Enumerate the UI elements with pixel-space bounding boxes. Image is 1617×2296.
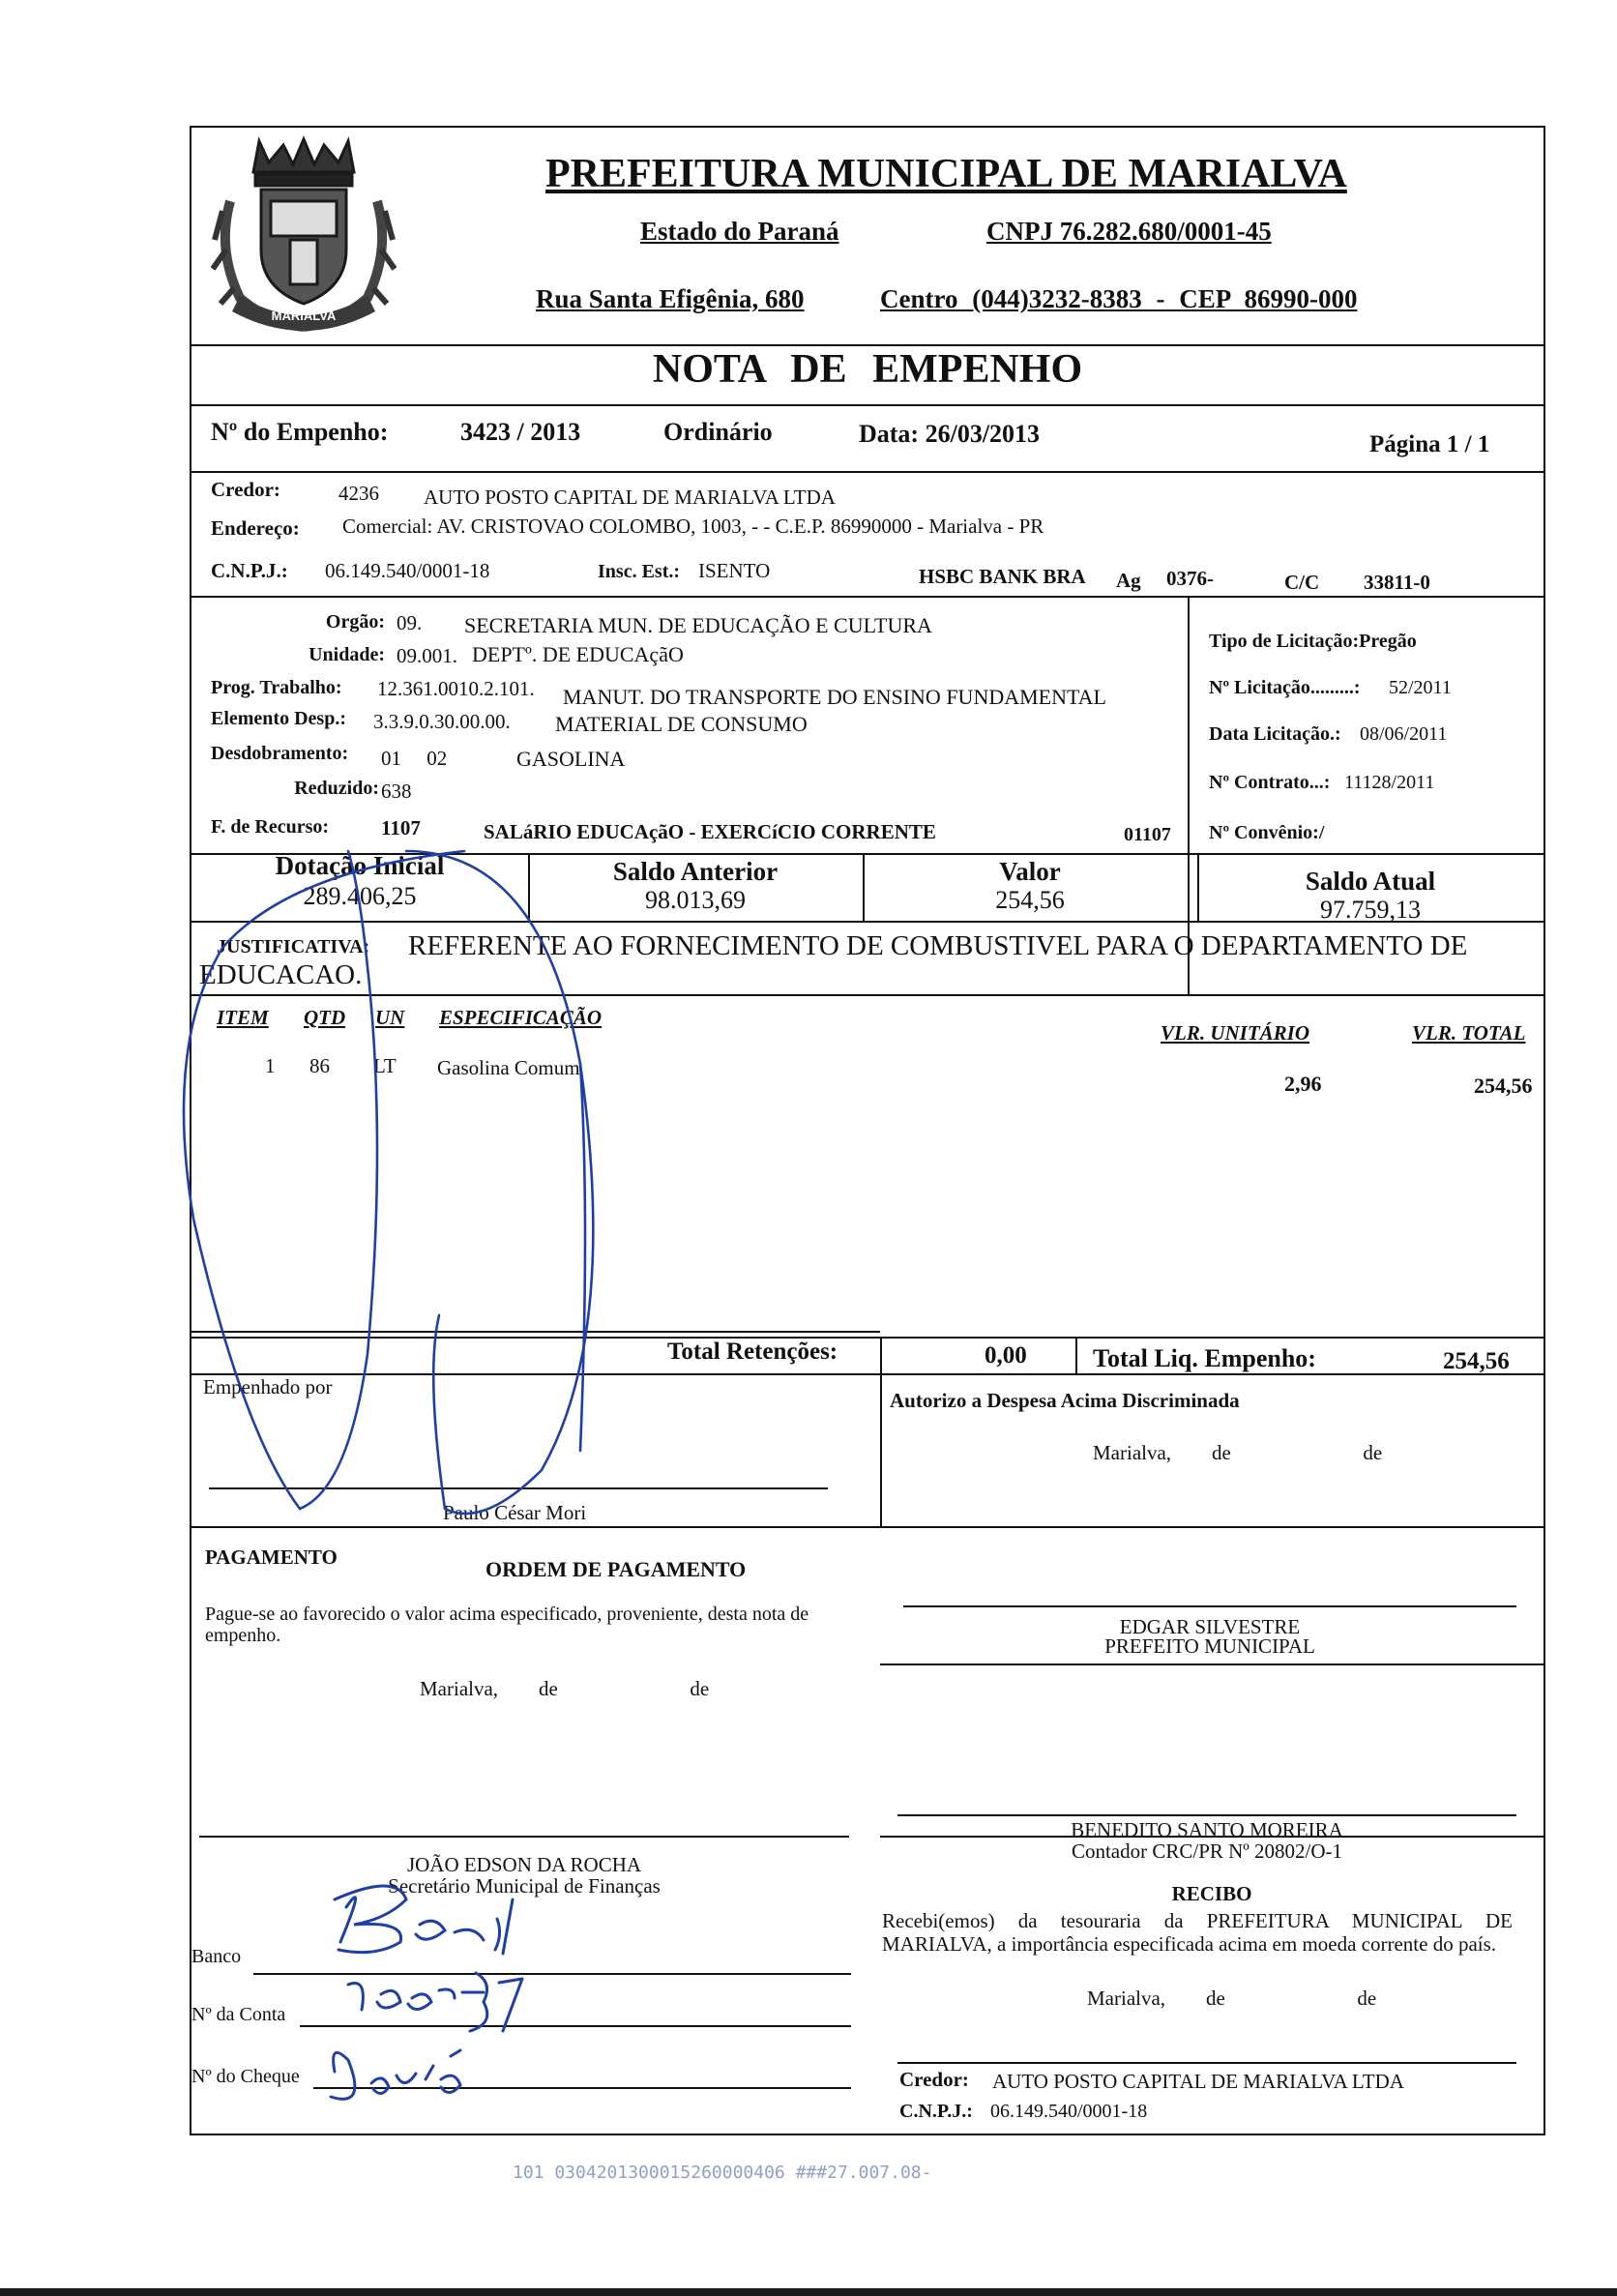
recibo-cnpj-label: C.N.P.J.: [899,2101,973,2122]
item-total: 254,56 [1474,1074,1533,1098]
saldo-atual-value: 97.759,13 [1320,896,1421,924]
retencoes-label: Total Retenções: [667,1339,838,1365]
col-header-unit-price: VLR. UNITÁRIO [1161,1021,1310,1045]
recurso-name: SALáRIO EDUCAçãO - EXERCíCIO CORRENTE [484,820,936,843]
item-qtd: 86 [309,1054,330,1077]
dotacao-label: Dotação Inicial [275,851,445,880]
saldo-anterior-label: Saldo Anterior [612,857,779,886]
retencoes-value: 0,00 [985,1342,1027,1369]
svg-text:MARIALVA: MARIALVA [271,309,337,323]
cheque-label: Nº do Cheque [191,2066,300,2087]
licitacao-numero: 52/2011 [1389,677,1452,698]
col-header-item: ITEM [217,1006,269,1029]
contrato-label: Nº Contrato...: [1209,772,1331,793]
account-label: C/C [1284,571,1320,594]
unidade-label: Unidade: [309,644,385,665]
account-number: 33811-0 [1364,571,1430,594]
justificativa-text-continued: EDUCACAO. [199,959,363,990]
saldo-atual-label: Saldo Atual [1305,867,1436,896]
elemento-name: MATERIAL DE CONSUMO [555,712,808,736]
footer-code: 101 0304201300015260000406 ###27.007.08- [513,2163,932,2183]
col-header-total: VLR. TOTAL [1412,1021,1526,1045]
reduzido-value: 638 [381,780,412,803]
recurso-label: F. de Recurso: [211,816,330,838]
elemento-code: 3.3.9.0.30.00.00. [373,710,511,733]
ie-label: Insc. Est.: [598,561,681,582]
elemento-label: Elemento Desp.: [211,708,346,729]
recibo-label: RECIBO [1171,1882,1252,1905]
empenho-date: Data: 26/03/2013 [859,420,1041,448]
licitacao-data-label: Data Licitação.: [1209,723,1341,745]
recurso-code2: 01107 [1124,824,1171,845]
recurso-code: 1107 [381,816,421,839]
liquido-label: Total Liq. Empenho: [1093,1344,1316,1372]
empenhado-signer: Paulo César Mori [443,1501,587,1524]
page-number: Página 1 / 1 [1369,431,1490,457]
valor-label: Valor [999,857,1061,886]
saldo-anterior-value: 98.013,69 [645,886,746,914]
secretario-role: Secretário Municipal de Finanças [388,1874,661,1898]
bank-name: HSBC BANK BRA [919,565,1086,588]
pagamento-text: Pague-se ao favorecido o valor acima especificado, proveniente, desta nota de empenho. [205,1604,809,1646]
header-street: Rua Santa Efigênia, 680 [536,284,805,313]
item-number: 1 [265,1054,276,1077]
empenho-number: 3423 / 2013 [460,418,581,446]
credor-address: Comercial: AV. CRISTOVAO COLOMBO, 1003, - - C.E.P. 86990000 - Marialva - PR [342,515,1044,538]
prefeito-role: PREFEITO MUNICIPAL [1104,1634,1315,1658]
col-header-un: UN [375,1006,405,1029]
recibo-credor-label: Credor: [899,2068,969,2091]
col-header-spec: ESPECIFICAÇÃO [439,1006,603,1029]
document-title: NOTA DE EMPENHO [652,347,1083,392]
contador-name: BENEDITO SANTO MOREIRA [1071,1818,1343,1841]
scan-edge [0,2288,1617,2296]
ordem-pagamento-label: ORDEM DE PAGAMENTO [485,1557,747,1581]
licitacao-data: 08/06/2011 [1360,723,1448,745]
prog-name: MANUT. DO TRANSPORTE DO ENSINO FUNDAMENTAL [563,685,1106,709]
secretario-name: JOÃO EDSON DA ROCHA [406,1853,642,1876]
dotacao-value: 289.406,25 [303,882,417,910]
conta-label: Nº da Conta [191,2004,286,2025]
desdobramento-code: 01 02 [381,747,448,770]
credor-code: 4236 [338,482,379,505]
desdobramento-name: GASOLINA [516,747,626,771]
desdobramento-label: Desdobramento: [211,743,349,764]
header-cnpj: CNPJ 76.282.680/0001-45 [986,217,1272,246]
autorizo-label: Autorizo a Despesa Acima Discriminada [890,1389,1240,1412]
item-unit-price: 2,96 [1284,1072,1322,1096]
prog-code: 12.361.0010.2.101. [377,677,535,700]
page-title: PREFEITURA MUNICIPAL DE MARIALVA [545,152,1347,196]
banco-label: Banco [191,1946,242,1967]
col-header-qtd: QTD [304,1006,346,1029]
pagamento-label: PAGAMENTO [205,1545,338,1569]
credor-ie: ISENTO [698,559,771,582]
credor-cnpj: 06.149.540/0001-18 [325,559,490,582]
recibo-text: Recebi(emos) da tesouraria da PREFEITURA MUNICIPAL DE MARIALVA, a importância especificada acima em moeda corrente do país. [882,1909,1513,1956]
recibo-city-date: Marialva, de de [1087,1987,1377,2010]
cnpj-label: C.N.P.J.: [211,559,288,582]
item-spec: Gasolina Comum [437,1056,580,1079]
convenio-label: Nº Convênio:/ [1209,822,1325,843]
address-label: Endereço: [211,516,300,540]
item-un: LT [373,1054,397,1077]
agency-label: Ag [1116,569,1141,592]
valor-value: 254,56 [995,886,1065,914]
prefeito-name: EDGAR SILVESTRE [1119,1615,1301,1638]
empenho-label: Nº do Empenho: [211,418,389,446]
autorizo-city-date: Marialva, de de [1093,1441,1383,1464]
pagamento-city-date: Marialva, de de [420,1677,710,1700]
unidade-code: 09.001. [397,644,457,667]
recibo-cnpj: 06.149.540/0001-18 [990,2101,1148,2122]
orgao-label: Orgão: [325,611,385,633]
credor-name: AUTO POSTO CAPITAL DE MARIALVA LTDA [424,486,836,509]
justificativa-text: REFERENTE AO FORNECIMENTO DE COMBUSTIVEL PARA O DEPARTAMENTO DE [408,930,1468,961]
header-contact: Centro (044)3232-8383 - CEP 86990-000 [880,284,1358,313]
empenho-type: Ordinário [663,418,773,446]
prog-label: Prog. Trabalho: [211,677,342,698]
justificativa-label: JUSTIFICATIVA: [217,936,370,957]
agency-number: 0376- [1166,567,1214,590]
contrato-number: 11128/2011 [1344,772,1435,793]
liquido-value: 254,56 [1443,1348,1510,1374]
credor-label: Credor: [211,478,280,501]
header-state: Estado do Paraná [640,217,839,246]
orgao-code: 09. [397,611,423,634]
empenhado-label: Empenhado por [203,1375,333,1398]
reduzido-label: Reduzido: [294,778,379,799]
contador-role: Contador CRC/PR Nº 20802/O-1 [1071,1840,1343,1863]
recibo-credor-name: AUTO POSTO CAPITAL DE MARIALVA LTDA [992,2070,1404,2093]
orgao-name: SECRETARIA MUN. DE EDUCAÇÃO E CULTURA [464,613,932,637]
unidade-name: DEPTº. DE EDUCAçãO [472,642,684,666]
licitacao-tipo: Tipo de Licitação:Pregão [1209,631,1417,652]
licitacao-numero-label: Nº Licitação.........: [1209,677,1361,698]
